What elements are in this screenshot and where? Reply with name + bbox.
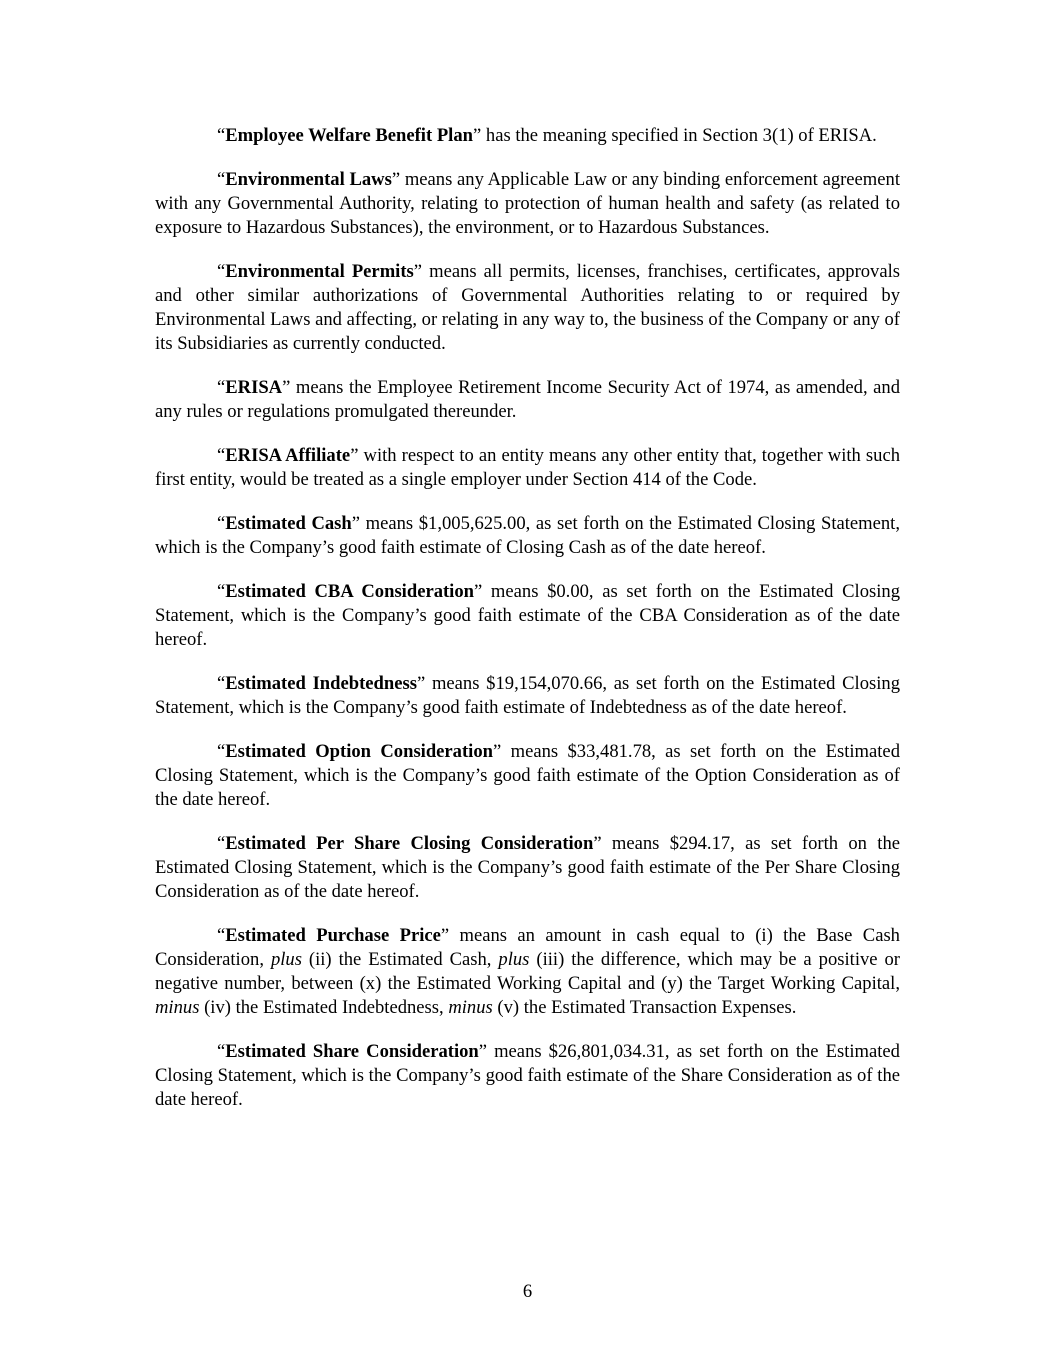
definition-estimated-cash: “Estimated Cash” means $1,005,625.00, as set forth on the Estimated Closing Statement, which is the Company’s good faith estimate of Closing Cash as of the date hereof. — [155, 513, 900, 558]
definition-estimated-indebtedness: “Estimated Indebtedness” means $19,154,070.66, as set forth on the Estimated Closing Statement, which is the Company’s good faith estimate of Indebtedness as of the date hereof. — [155, 673, 900, 718]
definition-text: with respect to an entity means any other entity that, together with such first entity, would be treated as a single employer under Section 414 of the Code. — [155, 445, 901, 490]
defined-term: Estimated Option Consideration — [225, 741, 493, 762]
definition-estimated-option-consideration: “Estimated Option Consideration” means $33,481.78, as set forth on the Estimated Closing Statement, which is the Company’s good faith estimate of the Option Consideration as of the date hereof. — [155, 741, 900, 810]
defined-term: Estimated Share Consideration — [225, 1041, 479, 1062]
emphasis-plus: plus — [270, 949, 302, 970]
definition-estimated-cba-consideration: “Estimated CBA Consideration” means $0.00, as set forth on the Estimated Closing Statement, which is the Company’s good faith estimate of the CBA Consideration as of the date hereof. — [155, 581, 901, 650]
emphasis-minus: minus — [155, 997, 200, 1018]
definition-erisa: “ERISA” means the Employee Retirement Income Security Act of 1974, as amended, and any rules or regulations promulgated thereunder. — [155, 377, 900, 422]
defined-term: Estimated Cash — [225, 513, 352, 534]
defined-term: ERISA — [225, 377, 283, 398]
definition-environmental-laws: “Environmental Laws” means any Applicable Law or any binding enforcement agreement with any Governmental Authority, relating to protection of human health and safety (as related to exposure to Hazardous Substances), the environment, or to Hazardous Substances. — [155, 169, 900, 238]
definition-estimated-per-share-closing-consideration: “Estimated Per Share Closing Consideration” means $294.17, as set forth on the Estimated Closing Statement, which is the Company’s good faith estimate of the Per Share Closing Consideration as of the date hereof. — [155, 833, 901, 902]
definition-text-segment: (v) the Estimated Transaction Expenses. — [492, 997, 797, 1018]
definition-text-segment: (iv) the Estimated Indebtedness, — [199, 997, 449, 1018]
definition-erisa-affiliate: “ERISA Affiliate” with respect to an entity means any other entity that, together with such first entity, would be treated as a single employer under Section 414 of the Code. — [155, 445, 901, 490]
defined-term: Estimated Per Share Closing Consideration — [225, 833, 594, 854]
definition-text-segment: (ii) the Estimated Cash, — [301, 949, 499, 970]
definition-text: means $33,481.78, as set forth on the Estimated Closing Statement, which is the Company’s good faith estimate of the Option Consideration as of the date hereof. — [155, 741, 900, 810]
definition-text: means $1,005,625.00, as set forth on the Estimated Closing Statement, which is the Company’s good faith estimate of Closing Cash as of the date hereof. — [155, 513, 900, 558]
defined-term: Employee Welfare Benefit Plan — [225, 125, 473, 146]
definition-text: means all permits, licenses, franchises, certificates, approvals and other similar authorizations of Governmental Authorities relating to or required by Environmental Laws and affecting, or relating in any way to, the business of the Company or any of its Subsidiaries as currently conducted. — [155, 261, 901, 354]
definition-text: means $294.17, as set forth on the Estimated Closing Statement, which is the Company’s good faith estimate of the Per Share Closing Consideration as of the date hereof. — [155, 833, 901, 902]
definition-estimated-purchase-price: “Estimated Purchase Price” means an amount in cash equal to (i) the Base Cash Consideration, plus (ii) the Estimated Cash, plus (iii) the difference, which may be a positive or negative number, between (x) the Estimated Working Capital and (y) the Target Working Capital, minus (iv) the Estimated Indebtedness, minus (v) the Estimated Transaction Expenses. — [155, 925, 900, 1018]
emphasis-minus: minus — [448, 997, 493, 1018]
definition-text: means $0.00, as set forth on the Estimated Closing Statement, which is the Company’s good faith estimate of the CBA Consideration as of the date hereof. — [155, 581, 901, 650]
defined-term: Estimated Purchase Price — [225, 925, 441, 946]
definition-text: means $19,154,070.66, as set forth on the Estimated Closing Statement, which is the Company’s good faith estimate of Indebtedness as of the date hereof. — [155, 673, 900, 718]
definition-text: has the meaning specified in Section 3(1) of ERISA. — [481, 125, 877, 146]
defined-term: Environmental Permits — [225, 261, 414, 282]
defined-term: Environmental Laws — [225, 169, 392, 190]
definition-employee-welfare-benefit-plan: “Employee Welfare Benefit Plan” has the meaning specified in Section 3(1) of ERISA. — [217, 125, 877, 146]
definition-text: means $26,801,034.31, as set forth on the Estimated Closing Statement, which is the Company’s good faith estimate of the Share Consideration as of the date hereof. — [155, 1041, 900, 1110]
definition-environmental-permits: “Environmental Permits” means all permits, licenses, franchises, certificates, approvals and other similar authorizations of Governmental Authorities relating to or required by Environmental Laws and affecting, or relating in any way to, the business of the Company or any of its Subsidiaries as currently conducted. — [155, 261, 901, 354]
page-number: 6 — [522, 1281, 533, 1302]
definition-text: means the Employee Retirement Income Security Act of 1974, as amended, and any rules or regulations promulgated thereunder. — [155, 377, 900, 422]
defined-term: Estimated CBA Consideration — [225, 581, 474, 602]
definition-estimated-share-consideration: “Estimated Share Consideration” means $26,801,034.31, as set forth on the Estimated Closing Statement, which is the Company’s good faith estimate of the Share Consideration as of the date hereof. — [155, 1041, 900, 1110]
defined-term: ERISA Affiliate — [225, 445, 351, 466]
defined-term: Estimated Indebtedness — [225, 673, 417, 694]
definition-text: means any Applicable Law or any binding enforcement agreement with any Governmental Authority, relating to protection of human health and safety (as related to exposure to Hazardous Substances), the environment, or to Hazardous Substances. — [155, 169, 900, 238]
page-content — [155, 124, 900, 1132]
definition-text-segment: (iii) the difference, which may be a positive or negative number, between (x) the Estimated Working Capital and (y) the Target Working Capital, — [155, 949, 900, 994]
emphasis-plus: plus — [498, 949, 530, 970]
definition-text-segment: means an amount in cash equal to (i) the Base Cash Consideration, — [155, 925, 900, 970]
